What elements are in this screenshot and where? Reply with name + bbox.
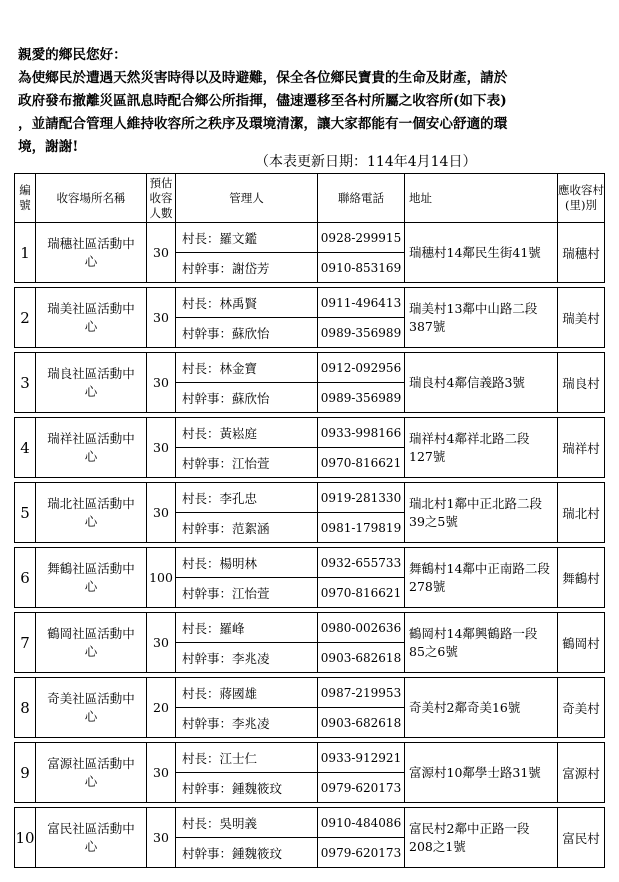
chief-phone: 0933-998166 [318,418,405,448]
header-no: 編號 [15,174,36,223]
officer-phone: 0981-179819 [318,513,405,543]
header-village: 應收容村(里)別 [558,174,605,223]
shelter-capacity: 20 [147,678,176,738]
shelter-name: 瑞穗社區活動中心 [36,223,147,283]
officer-phone: 0989-356989 [318,318,405,348]
served-village: 富民村 [558,808,605,868]
header-name: 收容場所名稱 [36,174,147,223]
shelter-name: 瑞良社區活動中心 [36,353,147,413]
shelter-name: 鶴岡社區活動中心 [36,613,147,673]
chief-phone: 0928-299915 [318,223,405,253]
village-officer: 村幹事：謝岱芳 [176,253,318,283]
shelter-name: 瑞祥社區活動中心 [36,418,147,478]
officer-phone: 0970-816621 [318,578,405,608]
village-officer: 村幹事：鍾魏筱玟 [176,773,318,803]
served-village: 瑞祥村 [558,418,605,478]
served-village: 瑞美村 [558,288,605,348]
shelter-number: 8 [15,678,36,738]
shelter-name: 奇美社區活動中心 [36,678,147,738]
village-chief: 村長：林禹賢 [176,288,318,318]
village-officer: 村幹事：蘇欣怡 [176,318,318,348]
table-row [15,743,605,773]
chief-phone: 0932-655733 [318,548,405,578]
served-village: 瑞穗村 [558,223,605,283]
shelter-capacity: 30 [147,353,176,413]
table-row [15,418,605,448]
village-chief: 村長：江士仁 [176,743,318,773]
village-chief: 村長：羅峰 [176,613,318,643]
served-village: 瑞良村 [558,353,605,413]
shelter-address: 鶴岡村14鄰興鶴路一段85之6號 [405,613,558,673]
header-phone: 聯絡電話 [318,174,405,223]
shelter-address: 瑞穗村14鄰民生街41號 [405,223,558,283]
notice-line: 境，謝謝! [18,139,79,155]
shelter-name: 瑞美社區活動中心 [36,288,147,348]
shelter-name: 富民社區活動中心 [36,808,147,868]
table-row [15,613,605,643]
officer-phone: 0903-682618 [318,708,405,738]
notice-line: 政府發布撤離災區訊息時配合鄉公所指揮，儘速遷移至各村所屬之收容所(如下表) [18,93,507,109]
chief-phone: 0933-912921 [318,743,405,773]
village-chief: 村長：蔣國雄 [176,678,318,708]
shelter-name: 瑞北社區活動中心 [36,483,147,543]
table-row [15,548,605,578]
served-village: 舞鶴村 [558,548,605,608]
shelter-number: 6 [15,548,36,608]
shelter-address: 瑞美村13鄰中山路二段387號 [405,288,558,348]
shelter-number: 7 [15,613,36,673]
shelter-address: 瑞祥村4鄰祥北路二段127號 [405,418,558,478]
shelter-number: 4 [15,418,36,478]
shelter-capacity: 30 [147,808,176,868]
notice-line: ，並請配合管理人維持收容所之秩序及環境清潔，讓大家都能有一個安心舒適的環 [18,116,508,132]
header-manager: 管理人 [176,174,318,223]
served-village: 奇美村 [558,678,605,738]
village-chief: 村長：黃崧庭 [176,418,318,448]
update-date: （本表更新日期：114年4月14日） [255,154,477,170]
shelter-number: 10 [15,808,36,868]
village-officer: 村幹事：江怡萱 [176,578,318,608]
chief-phone: 0911-496413 [318,288,405,318]
village-officer: 村幹事：江怡萱 [176,448,318,478]
chief-phone: 0910-484086 [318,808,405,838]
village-chief: 村長：楊明林 [176,548,318,578]
officer-phone: 0979-620173 [318,838,405,868]
chief-phone: 0980-002636 [318,613,405,643]
shelter-name: 舞鶴社區活動中心 [36,548,147,608]
shelter-number: 1 [15,223,36,283]
shelter-number: 2 [15,288,36,348]
officer-phone: 0903-682618 [318,643,405,673]
officer-phone: 0979-620173 [318,773,405,803]
chief-phone: 0919-281330 [318,483,405,513]
shelter-address: 富民村2鄰中正路一段208之1號 [405,808,558,868]
table-row [15,288,605,318]
village-officer: 村幹事：鍾魏筱玟 [176,838,318,868]
served-village: 鶴岡村 [558,613,605,673]
greeting-line: 親愛的鄉民您好： [18,47,127,63]
shelter-number: 3 [15,353,36,413]
chief-phone: 0987-219953 [318,678,405,708]
served-village: 瑞北村 [558,483,605,543]
header-capacity: 預估收容人數 [147,174,176,223]
shelter-address: 瑞良村4鄰信義路3號 [405,353,558,413]
shelter-address: 奇美村2鄰奇美16號 [405,678,558,738]
village-chief: 村長：林金寶 [176,353,318,383]
shelter-table [14,173,605,868]
village-chief: 村長：吳明義 [176,808,318,838]
table-row [15,483,605,513]
shelter-capacity: 30 [147,613,176,673]
officer-phone: 0989-356989 [318,383,405,413]
shelter-address: 富源村10鄰學士路31號 [405,743,558,803]
shelter-capacity: 30 [147,743,176,803]
table-row [15,223,605,253]
chief-phone: 0912-092956 [318,353,405,383]
shelter-capacity: 30 [147,418,176,478]
village-chief: 村長：李孔忠 [176,483,318,513]
table-row [15,808,605,838]
village-officer: 村幹事：蘇欣怡 [176,383,318,413]
shelter-number: 5 [15,483,36,543]
table-body [15,223,605,868]
officer-phone: 0910-853169 [318,253,405,283]
shelter-capacity: 30 [147,288,176,348]
village-officer: 村幹事：范絮涵 [176,513,318,543]
shelter-capacity: 30 [147,483,176,543]
shelter-number: 9 [15,743,36,803]
shelter-name: 富源社區活動中心 [36,743,147,803]
table-row [15,353,605,383]
shelter-address: 舞鶴村14鄰中正南路二段278號 [405,548,558,608]
table-header-row [15,174,605,223]
village-chief: 村長：羅文鑑 [176,223,318,253]
shelter-capacity: 100 [147,548,176,608]
header-address: 地址 [405,174,558,223]
village-officer: 村幹事：李兆凌 [176,643,318,673]
shelter-capacity: 30 [147,223,176,283]
intro-notice [18,44,603,159]
notice-line: 為使鄉民於遭遇天然災害時得以及時避難，保全各位鄉民寶貴的生命及財產，請於 [18,70,508,86]
shelter-address: 瑞北村1鄰中正北路二段39之5號 [405,483,558,543]
table-row [15,678,605,708]
village-officer: 村幹事：李兆凌 [176,708,318,738]
served-village: 富源村 [558,743,605,803]
officer-phone: 0970-816621 [318,448,405,478]
